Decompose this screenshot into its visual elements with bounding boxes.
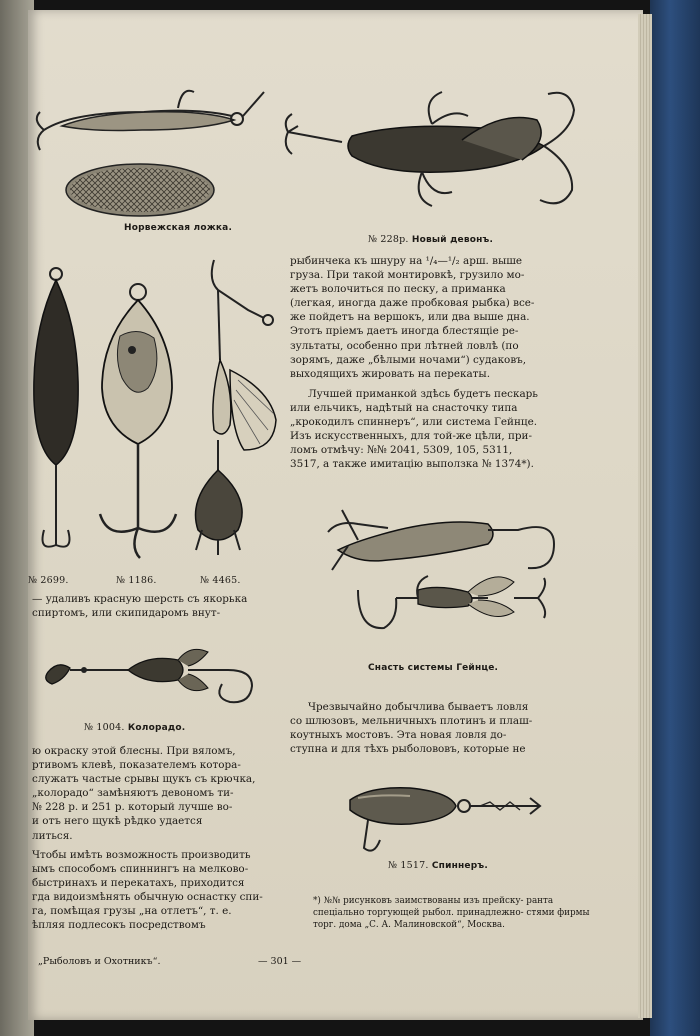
right-column-text-top: рыбинчека къ шнуру на ¹/₄—¹/₂ арш. выше груза. При такой монтировкѣ, грузило мо- жетъ волочиться по песку, а приманка (легкая, иногда даже пробковая рыбка) все- же пойдетъ на вершокъ, или два выше дна. Этотъ пріемъ даетъ иногда блестящіе ре- зультаты, особенно при лѣтней ловлѣ (по зорямъ, даже „бѣлыми ночами“) судаковъ, выходящихъ жировать на перекаты. — [290, 255, 535, 380]
caption-geinze-tackle: Снасть системы Гейнце. — [368, 663, 499, 673]
spoon-1186-illustration — [90, 278, 190, 568]
geinze-tackle-illustration — [318, 490, 568, 650]
footer-journal-title: „Рыболовъ и Охотникъ“. — [38, 956, 161, 967]
footer-page-number: — 301 — — [258, 956, 302, 967]
right-column-text-low: Чрезвычайно добычлива бываетъ ловля со шлюзовъ, мельничныхъ плотинъ и плаш- коутныхъ мостовъ. Эта новая ловля до- ступна и для тѣхъ рыболововъ, которые не — [290, 701, 533, 756]
caption-norwegian-spoon: Норвежская ложка. — [124, 223, 233, 233]
spinner-1517-illustration — [340, 770, 560, 870]
page-stack-edge — [638, 14, 652, 1018]
new-devon-illustration — [282, 80, 582, 230]
caption-new-devon: № 228р. Новый девонъ. — [368, 234, 494, 245]
caption-colorado: № 1004. Колорадо. — [84, 722, 186, 733]
spoon-2699-illustration — [30, 260, 90, 570]
spoon-4465-illustration — [178, 250, 288, 560]
book-page — [28, 10, 643, 1020]
right-column-text-mid: Лучшей приманкой здѣсь будетъ пескарь или ельчикъ, надѣтый на снасточку типа „крокодилъ спиннеръ“, или система Гейнце. Изъ искусственныхъ, для той-же цѣли, при- ломъ отмѣчу: №№ 2041, 5309, 105, 5311, 3517, а также имитацію выползка № 1374*). — [290, 388, 538, 471]
left-column-text-lower: ю окраску этой блесны. При вяломъ, ртивомъ клевѣ, показателемъ котора- служатъ частые срывы щукъ съ крючка, „колорадо“ замѣняютъ девономъ ти- № 228 р. и 251 р. который лучше во- и отъ него щукѣ рѣдко удается литься. — [32, 745, 256, 842]
norwegian-spoon-illustration — [32, 78, 272, 218]
footnote: *) №№ рисунковъ заимствованы изъ прейску- ранта спеціально торгующей рыбол. принадлежно- стями фирмы торг. дома „С. А. Малиновской“, Москва. — [313, 896, 590, 930]
left-column-text-top: — удаливъ красную шерсть съ якорька спиртомъ, или скипидаромъ внут- — [32, 593, 248, 620]
left-column-text-bottom: Чтобы имѣть возможность производить ымъ способомъ спиннингъ на мелково- быстринахъ и перекатахъ, приходится гда видоизмѣнять обычную оснастку спи- га, помѣщая грузы „на отлетъ“, т. е. ѣпляя подлесокъ посредствомъ — [32, 849, 263, 932]
colorado-spoon-illustration — [38, 640, 268, 720]
book-cover-edge — [650, 0, 700, 1036]
caption-spoon-2699: № 2699. — [28, 575, 69, 586]
caption-spoon-1186: № 1186. — [116, 575, 157, 586]
caption-spoon-4465: № 4465. — [200, 575, 241, 586]
caption-spinner: № 1517. Спиннеръ. — [388, 860, 488, 871]
